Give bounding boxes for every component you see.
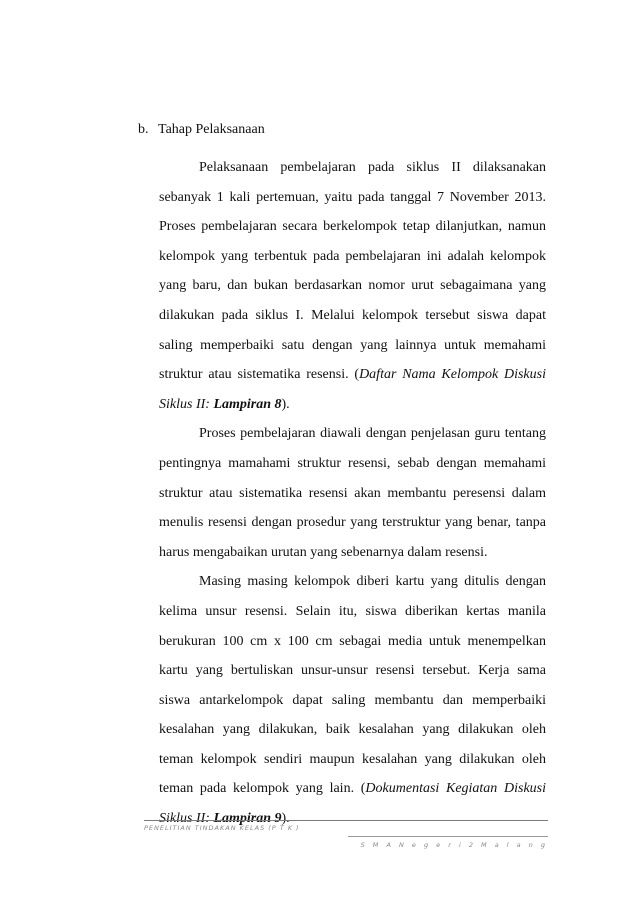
- paragraph-1-ref-italic: Daftar Nama Kelompok Diskusi Siklus II: [159, 367, 546, 412]
- paragraph-1-text: Pelaksanaan pembelajaran pada siklus II dilaksanakan sebanyak 1 kali pertemuan, yaitu pada tanggal 7 November 2013. Proses pembelajaran secara berkelompok tetap dilanjutkan, namun kelompok yang terbentuk pada pembelajaran ini adalah kelompok yang baru, dan bukan berdasarkan nomor urut sebagaimana yang dilakukan pada siklus I. Melalui kelompok tersebut siswa dapat saling memperbaiki satu dengan yang lainnya untuk memahami struktur atau sistematika resensi. (: [159, 160, 546, 383]
- footer-right-text: S M A N e g e r i 2 M a l a n g: [360, 841, 548, 849]
- paragraph-3: [159, 567, 546, 833]
- section-marker: b.: [138, 122, 149, 137]
- paragraph-1: [159, 153, 546, 419]
- paragraph-3-text: Masing masing kelompok diberi kartu yang ditulis dengan kelima unsur resensi. Selain itu, siswa diberikan kertas manila berukuran 100 cm x 100 cm sebagai media untuk menempelkan kartu yang bertuliskan unsur-unsur resensi tersebut. Kerja sama siswa antarkelompok dapat saling membantu dan memperbaiki kesalahan yang dilakukan, baik kesalahan yang dilakukan oleh teman kelompok sendiri maupun kesalahan yang dilakukan oleh teman pada kelompok yang lain. (: [159, 574, 546, 797]
- paragraph-3-ref-colon: :: [205, 811, 214, 827]
- paragraph-1-ref-colon: :: [205, 396, 214, 412]
- paragraph-3-ref-end: ).: [281, 811, 290, 827]
- footer-right-divider: [348, 836, 548, 837]
- paragraph-3-ref-bold: Lampiran 9: [213, 811, 282, 827]
- section-title: Tahap Pelaksanaan: [158, 122, 265, 137]
- footer-left-text: PENELITIAN TINDAKAN KELAS (P T K ): [144, 824, 300, 832]
- paragraph-1-ref-end: ).: [281, 396, 290, 412]
- paragraph-1-ref-bold: Lampiran 8: [213, 396, 282, 412]
- paragraph-2-text: Proses pembelajaran diawali dengan penjelasan guru tentang pentingnya mamahami struktur resensi, sebab dengan memahami struktur atau sistematika resensi akan membantu peresensi dalam menulis resensi dengan prosedur yang terstruktur yang benar, tanpa harus mengabaikan urutan yang sebenarnya dalam resensi.: [159, 426, 546, 560]
- body-text: [159, 153, 546, 834]
- section-heading: [138, 120, 265, 140]
- paragraph-3-ref-italic: Dokumentasi Kegiatan Diskusi Siklus II: [159, 781, 546, 827]
- footer-divider: [144, 820, 548, 821]
- paragraph-2: [159, 419, 546, 567]
